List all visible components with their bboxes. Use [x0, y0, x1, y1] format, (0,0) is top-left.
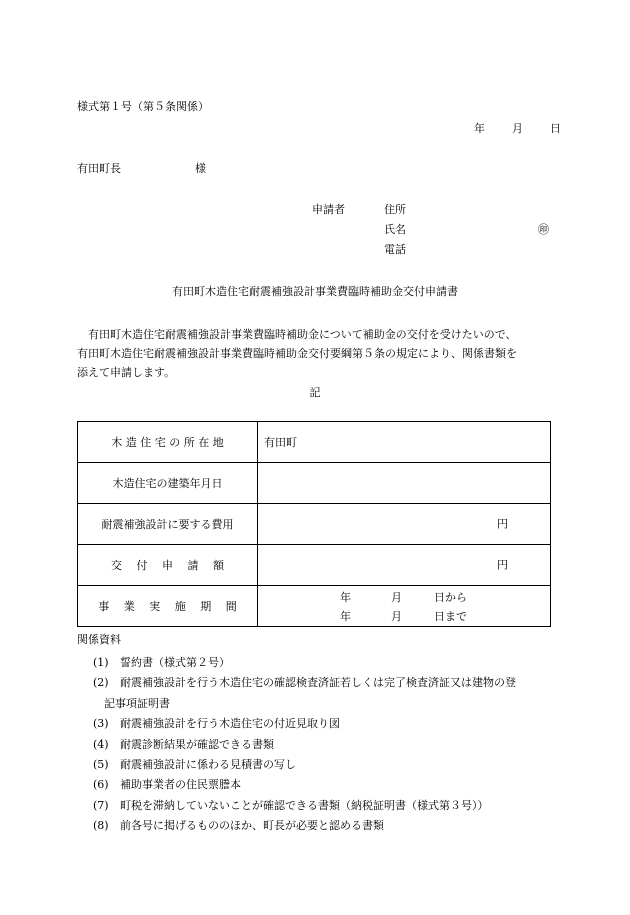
item-number: (6): [93, 778, 109, 792]
item-number: (4): [93, 737, 109, 751]
period-end-month: 月: [391, 610, 402, 623]
period-start-month: 月: [391, 591, 402, 604]
item-text-line-1: 耐震補強設計を行う木造住宅の確認検査済証若しくは完了検査済証又は建物の登: [120, 676, 516, 690]
design-cost-value: [258, 504, 551, 545]
item-text: 町税を滞納していないことが確認できる書類（納税証明書（様式第３号））: [120, 798, 489, 812]
application-table: [77, 421, 551, 627]
grant-amount-value: [258, 545, 551, 586]
item-text: 前各号に掲げるもののほか、町長が必要と認める書類: [120, 819, 384, 833]
seal-mark: ㊞: [538, 223, 549, 236]
design-cost-label: 耐震補強設計に要する費用: [78, 504, 258, 545]
table-row: [78, 586, 551, 627]
ki-heading: 記: [309, 386, 321, 399]
list-item: [77, 796, 557, 816]
applicant-phone-label: 電話: [384, 243, 406, 256]
applicant-label: 申請者: [312, 203, 345, 216]
related-docs-heading: 関係資料: [77, 633, 121, 646]
table-row: [78, 545, 551, 586]
item-number: (5): [93, 757, 109, 771]
form-number: 様式第１号（第５条関係）: [77, 100, 209, 113]
grant-amount-label: 交 付 申 請 額: [78, 545, 258, 586]
period-start-year: 年: [340, 591, 351, 604]
body-text: [77, 325, 557, 382]
period-end-year: 年: [340, 610, 351, 623]
addressee-name: 有田町長: [77, 162, 121, 175]
item-text: [104, 673, 560, 714]
list-item: [77, 775, 557, 795]
item-text-line-2: 記事項証明書: [104, 696, 170, 710]
period-value: [258, 586, 551, 627]
table-row: [78, 422, 551, 463]
location-value: 有田町: [258, 422, 551, 463]
item-number: (1): [93, 656, 109, 669]
item-number: (2): [93, 676, 109, 690]
body-line-3: 添えて申請します。: [77, 366, 176, 379]
list-item: [77, 816, 557, 836]
location-label: 木 造 住 宅 の 所 在 地: [78, 422, 258, 463]
date-day-label: 日: [550, 122, 561, 135]
date-month-label: 月: [512, 122, 523, 135]
date-line: [474, 123, 561, 134]
addressee: [77, 162, 206, 175]
applicant-name-label: 氏名: [384, 223, 406, 236]
related-docs-list: [77, 653, 557, 837]
item-text: 誓約書（様式第２号）: [120, 656, 230, 669]
list-item: [77, 755, 557, 775]
body-line-1: 有田町木造住宅耐震補強設計事業費臨時補助金について補助金の交付を受けたいので、: [88, 328, 517, 341]
item-number: (7): [93, 798, 109, 812]
item-text: 耐震補強設計を行う木造住宅の付近見取り図: [120, 717, 340, 731]
list-item: [77, 653, 557, 673]
design-cost-unit: 円: [497, 517, 508, 531]
period-start-day: 日から: [434, 591, 467, 604]
period-end-day: 日まで: [434, 610, 467, 623]
list-item: [77, 673, 557, 714]
item-number: (3): [93, 717, 109, 731]
period-label: 事 業 実 施 期 間: [78, 586, 258, 627]
grant-amount-unit: 円: [497, 558, 508, 572]
table-row: [78, 463, 551, 504]
item-number: (8): [93, 819, 109, 833]
addressee-honorific: 様: [195, 162, 206, 175]
build-date-value: [258, 463, 551, 504]
applicant-address-label: 住所: [384, 203, 406, 216]
table-row: [78, 504, 551, 545]
list-item: [77, 714, 557, 734]
build-date-label: 木造住宅の建築年月日: [78, 463, 258, 504]
list-item: [77, 735, 557, 755]
item-text: 耐震診断結果が確認できる書類: [120, 737, 274, 751]
document-title: 有田町木造住宅耐震補強設計事業費臨時補助金交付申請書: [172, 285, 458, 298]
body-line-2: 有田町木造住宅耐震補強設計事業費臨時補助金交付要綱第５条の規定により、関係書類を: [77, 347, 517, 360]
item-text: 補助事業者の住民票謄本: [120, 778, 241, 792]
item-text: 耐震補強設計に係わる見積書の写し: [120, 757, 296, 771]
date-year-label: 年: [474, 122, 485, 135]
